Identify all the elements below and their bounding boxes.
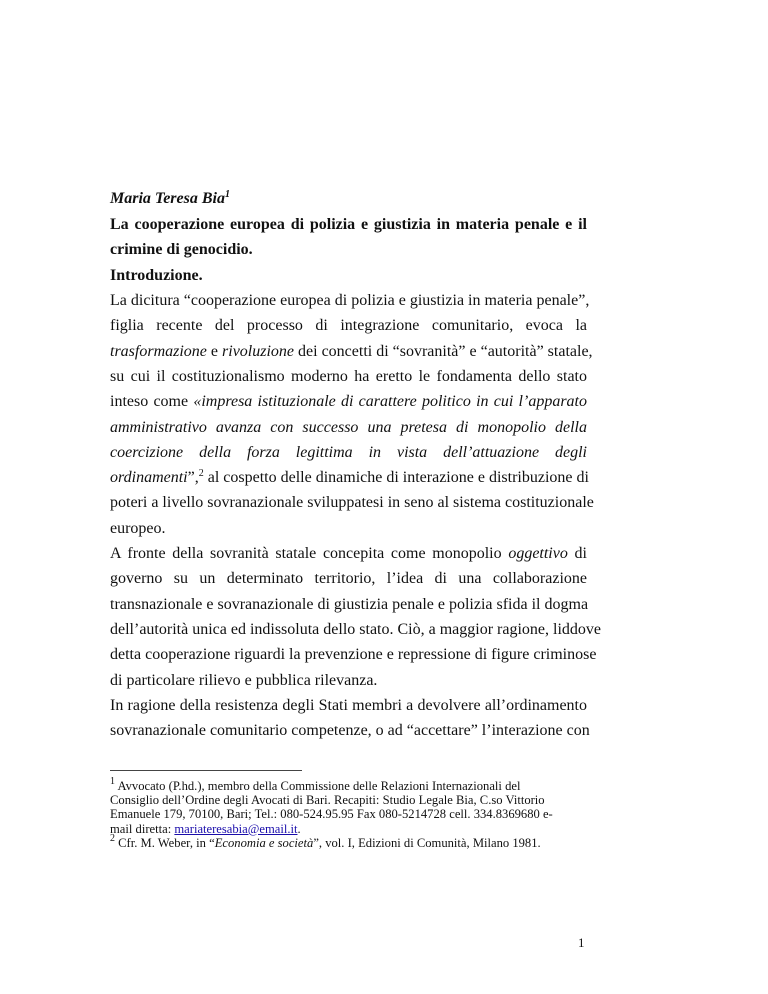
body-text-segment: inteso come (110, 393, 194, 411)
body-line (110, 292, 590, 310)
footnote-1 (110, 776, 610, 850)
body-text-segment: «impresa istituzionale di carattere politico in cui l’apparato (193, 393, 587, 411)
body-text-segment: e (206, 342, 223, 360)
body-line (110, 672, 587, 690)
body-text-segment: detta cooperazione riguardi la prevenzione e repressione di figure criminose (110, 646, 597, 664)
footnote-2-text: ”, vol. I, Edizioni di Comunità, Milano 1981. (313, 835, 541, 850)
footnote-ref-2[interactable]: 2 (198, 468, 204, 480)
footnote-2 (110, 832, 610, 850)
body-line (110, 469, 587, 487)
footnote-1-line: Emanuele 179, 70100, Bari; Tel.: 080-524.95.95 Fax 080-5214728 cell. 334.8369680 e- (110, 807, 553, 822)
footnote-ref-1[interactable]: 1 (224, 189, 230, 200)
body-text-segment: ordinamenti (110, 469, 188, 487)
body-line (110, 620, 601, 639)
body-text-segment: su cui il costituzionalismo moderno ha eretto le fondamenta dello stato (110, 367, 587, 385)
body-line (110, 444, 587, 462)
footnote-1-text: . (297, 821, 301, 836)
body-text-segment: rivoluzione (222, 342, 295, 360)
email-link[interactable]: mariateresabia@email.it (174, 821, 298, 836)
body-line (110, 393, 587, 411)
article-title-line-1: La cooperazione europea di polizia e giustizia in materia penale e il (110, 216, 587, 233)
body-text-segment: governo su un determinato territorio, l’idea di una collaborazione (110, 570, 587, 588)
footnote-1-line (110, 776, 610, 793)
author-name (110, 190, 587, 208)
body-text-segment: sovranazionale comunitario competenze, o ad “accettare” l’interazione con (110, 722, 590, 740)
body-text-segment: al cospetto delle dinamiche di interazione e distribuzione di (203, 469, 589, 487)
body-line (110, 570, 587, 588)
body-line (110, 697, 587, 715)
body-text-segment: oggettivo (508, 545, 568, 562)
body-text-segment: In ragione della resistenza degli Stati membri a devolvere all’ordinamento (110, 696, 587, 714)
body-text-segment: ”, (187, 469, 199, 487)
author-name-text: Maria Teresa Bia (110, 190, 225, 207)
body-line (110, 494, 594, 512)
section-heading: Introduzione. (110, 267, 203, 284)
body-text-segment: amministrativo avanza con successo una pretesa di monopolio della (110, 418, 587, 436)
body-line (110, 520, 587, 538)
footnote-1-line: Consiglio dell’Ordine degli Avocati di Bari. Recapiti: Studio Legale Bia, C.so Vittorio (110, 793, 545, 808)
article-title-line-2: crimine di genocidio. (110, 241, 253, 258)
body-line (110, 342, 593, 361)
body-text-segment: La dicitura “cooperazione europea di polizia e giustizia in materia penale”, (110, 292, 590, 309)
body-line (110, 317, 587, 335)
footnote-separator (110, 770, 302, 771)
footnote-2-title: Economia e società (214, 835, 314, 850)
footnote-1-number: 1 (110, 776, 115, 787)
body-text-segment: A fronte della sovranità statale concepita come monopolio (110, 545, 509, 562)
body-line (110, 722, 590, 740)
body-line (110, 596, 587, 614)
footnote-1-text: Avvocato (P.hd.), membro della Commissione delle Relazioni Internazionali del (115, 779, 521, 793)
body-text-segment: di particolare rilievo e pubblica rilevanza. (110, 671, 378, 689)
body-line (110, 646, 597, 664)
body-text-segment: transnazionale e sovranazionale di giustizia penale e polizia sfida il dogma (110, 595, 589, 613)
body-text-segment: trasformazione (110, 342, 207, 360)
footnote-2-number: 2 (110, 832, 115, 844)
body-text-segment: dei concetti di “sovranità” e “autorità” statale, (294, 342, 593, 360)
body-text-segment: europeo. (110, 519, 166, 537)
body-text-segment: figlia recente del processo di integrazione comunitario, evoca la (110, 317, 587, 335)
body-text-segment: coercizione della forza legittima in vista dell’attuazione degli (110, 443, 587, 461)
body-line (110, 368, 587, 386)
footnote-1-text: mail diretta: (110, 821, 175, 836)
page-number: 1 (578, 935, 585, 950)
body-line (110, 419, 587, 437)
body-text-segment: poteri a livello sovranazionale sviluppatesi in seno al sistema costituzionale (110, 494, 594, 512)
body-text-segment: di (567, 545, 587, 562)
footnote-1-line (110, 822, 610, 836)
body-line (110, 545, 587, 563)
body-text-segment: dell’autorità unica ed indissoluta dello stato. Ciò, a maggior ragione, liddove (110, 620, 601, 638)
footnote-2-text: Cfr. M. Weber, in “ (115, 835, 215, 850)
